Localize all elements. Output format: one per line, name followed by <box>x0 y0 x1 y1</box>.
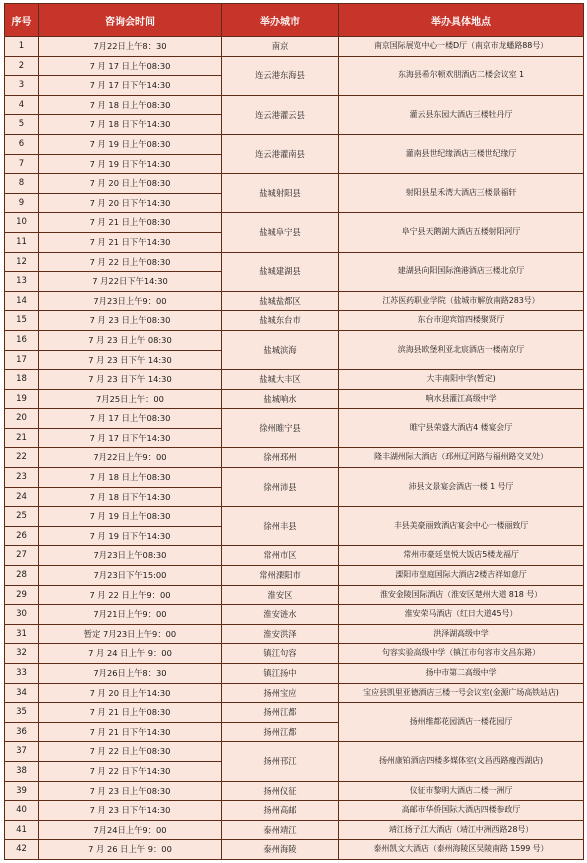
row-index: 20 <box>5 409 39 429</box>
table-row <box>5 134 584 154</box>
row-city: 连云港灌云县 <box>222 95 339 134</box>
row-city: 淮安洪泽 <box>222 624 339 644</box>
row-time: 7 月 23 日上午 08:30 <box>39 330 222 350</box>
table-row <box>5 644 584 664</box>
row-city: 徐州丰县 <box>222 507 339 546</box>
row-time: 7 月 26 日上午 9：00 <box>39 840 222 860</box>
row-city: 泰州海陵 <box>222 840 339 860</box>
row-city: 淮安涟水 <box>222 605 339 625</box>
row-city: 扬州高邮 <box>222 801 339 821</box>
table-row <box>5 95 584 115</box>
row-time: 7 月 22 日上午08:30 <box>39 742 222 762</box>
row-index: 35 <box>5 703 39 723</box>
row-index: 22 <box>5 448 39 468</box>
table-row <box>5 56 584 76</box>
row-city: 徐州邳州 <box>222 448 339 468</box>
header-city: 举办城市 <box>222 4 339 37</box>
row-location: 射阳县星禾湾大酒店三楼景福轩 <box>339 174 584 213</box>
row-index: 39 <box>5 781 39 801</box>
row-time: 7 月 18 日上午08:30 <box>39 468 222 488</box>
row-index: 40 <box>5 801 39 821</box>
row-index: 42 <box>5 840 39 860</box>
row-location: 淮安荣马酒店（红日大道45号） <box>339 605 584 625</box>
table-row <box>5 585 584 605</box>
consultation-schedule-table <box>4 3 584 860</box>
row-time: 7月26日上午8：30 <box>39 664 222 684</box>
table-row <box>5 311 584 331</box>
row-time: 7月23日下午15:00 <box>39 566 222 586</box>
row-location: 南京国际展览中心一楼D厅（南京市龙蟠路88号） <box>339 37 584 57</box>
table-row <box>5 546 584 566</box>
row-index: 37 <box>5 742 39 762</box>
row-time: 7 月 24 日上午 9：00 <box>39 644 222 664</box>
row-time: 7 月 23 日下午14:30 <box>39 801 222 821</box>
table-row <box>5 370 584 390</box>
row-time: 7 月 23 日上午08:30 <box>39 311 222 331</box>
row-time: 7 月 23 日下午 14:30 <box>39 370 222 390</box>
header-index: 序号 <box>5 4 39 37</box>
row-location: 溧阳市皇庭国际大酒店2楼吉祥如意厅 <box>339 566 584 586</box>
row-index: 21 <box>5 428 39 448</box>
row-index: 26 <box>5 526 39 546</box>
row-time: 7 月 23 日上午08:30 <box>39 781 222 801</box>
table-row <box>5 37 584 57</box>
schedule-table-container <box>4 3 584 860</box>
row-time: 7 月 18 日下午14:30 <box>39 487 222 507</box>
row-time: 7 月 17 日上午08:30 <box>39 409 222 429</box>
row-location: 滨海县欧堡利亚北宸酒店一楼南京厅 <box>339 330 584 369</box>
row-city: 盐城建湖县 <box>222 252 339 291</box>
table-row <box>5 389 584 409</box>
row-city: 泰州靖江 <box>222 820 339 840</box>
row-time: 7月23日上午9：00 <box>39 291 222 311</box>
row-index: 6 <box>5 134 39 154</box>
row-time: 7 月22日下午14:30 <box>39 272 222 292</box>
row-location: 高邮市华侨国际大酒店四楼参政厅 <box>339 801 584 821</box>
row-location: 泰州凯文大酒店（泰州海陵区吴陵南路 1599 号） <box>339 840 584 860</box>
row-time: 7 月 22 日下午14:30 <box>39 761 222 781</box>
row-index: 11 <box>5 232 39 252</box>
table-row <box>5 213 584 233</box>
row-city: 徐州睢宁县 <box>222 409 339 448</box>
row-location: 靖江扬子江大酒店（靖江中洲西路28号） <box>339 820 584 840</box>
table-header-row <box>5 4 584 37</box>
table-row <box>5 566 584 586</box>
row-location: 洪泽湖高级中学 <box>339 624 584 644</box>
row-location: 扬州康铂酒店四楼多媒体室(文昌西路瘦西湖店) <box>339 742 584 781</box>
row-index: 12 <box>5 252 39 272</box>
row-time: 7 月 23 日下午 14:30 <box>39 350 222 370</box>
row-index: 10 <box>5 213 39 233</box>
row-city: 扬州邗江 <box>222 742 339 781</box>
row-index: 3 <box>5 76 39 96</box>
row-index: 16 <box>5 330 39 350</box>
row-location: 东台市迎宾馆四楼聚贤厅 <box>339 311 584 331</box>
row-time: 7 月 22 日上午9：00 <box>39 585 222 605</box>
row-index: 18 <box>5 370 39 390</box>
row-index: 38 <box>5 761 39 781</box>
table-row <box>5 664 584 684</box>
row-time: 7月21日上午9：00 <box>39 605 222 625</box>
row-time: 7 月 17 日上午08:30 <box>39 56 222 76</box>
row-time: 7 月 19 日下午14:30 <box>39 154 222 174</box>
row-location: 睢宁县荣盛大酒店4 楼宴会厅 <box>339 409 584 448</box>
table-row <box>5 174 584 194</box>
row-index: 8 <box>5 174 39 194</box>
row-city: 常州市区 <box>222 546 339 566</box>
row-city: 盐城响水 <box>222 389 339 409</box>
row-time: 7 月 18 日上午08:30 <box>39 95 222 115</box>
row-index: 41 <box>5 820 39 840</box>
table-body <box>5 37 584 860</box>
row-time: 7 月 20 日上午08:30 <box>39 174 222 194</box>
row-time: 7 月 21 日下午14:30 <box>39 722 222 742</box>
row-city: 淮安区 <box>222 585 339 605</box>
row-index: 25 <box>5 507 39 527</box>
row-city: 常州溧阳市 <box>222 566 339 586</box>
row-city: 连云港灌南县 <box>222 134 339 173</box>
row-location: 沛县文景宴会酒店一楼 1 号厅 <box>339 468 584 507</box>
row-time: 7 月 22 日上午08:30 <box>39 252 222 272</box>
row-index: 17 <box>5 350 39 370</box>
row-time: 7月25日上午：00 <box>39 389 222 409</box>
table-row <box>5 840 584 860</box>
row-index: 7 <box>5 154 39 174</box>
row-time: 7 月 19 日上午08:30 <box>39 507 222 527</box>
row-index: 15 <box>5 311 39 331</box>
table-row <box>5 605 584 625</box>
row-index: 33 <box>5 664 39 684</box>
row-location: 常州市豪廷皇悦大饭店5楼龙福厅 <box>339 546 584 566</box>
row-index: 36 <box>5 722 39 742</box>
row-time: 7月22日上午8：30 <box>39 37 222 57</box>
header-location: 举办具体地点 <box>339 4 584 37</box>
row-city: 连云港东海县 <box>222 56 339 95</box>
table-row <box>5 801 584 821</box>
row-time: 7 月 21 日上午08:30 <box>39 703 222 723</box>
row-time: 7 月 21 日下午14:30 <box>39 232 222 252</box>
table-row <box>5 781 584 801</box>
row-index: 32 <box>5 644 39 664</box>
row-time: 7月24日上午9：00 <box>39 820 222 840</box>
table-row <box>5 703 584 723</box>
row-time: 7 月 19 日下午14:30 <box>39 526 222 546</box>
row-index: 2 <box>5 56 39 76</box>
table-row <box>5 291 584 311</box>
row-index: 31 <box>5 624 39 644</box>
row-location: 阜宁县天鹅湖大酒店五楼射阳河厅 <box>339 213 584 252</box>
row-location: 响水县灌江高级中学 <box>339 389 584 409</box>
row-time: 7 月 19 日上午08:30 <box>39 134 222 154</box>
row-time: 7 月 20 日上午14:30 <box>39 683 222 703</box>
row-index: 5 <box>5 115 39 135</box>
row-index: 27 <box>5 546 39 566</box>
row-time: 7月23日上午08:30 <box>39 546 222 566</box>
table-row <box>5 448 584 468</box>
row-location: 仪征市黎明大酒店二楼一洲厅 <box>339 781 584 801</box>
row-city: 盐城盐都区 <box>222 291 339 311</box>
row-time: 7 月 18 日下午14:30 <box>39 115 222 135</box>
header-time: 咨询会时间 <box>39 4 222 37</box>
table-row <box>5 507 584 527</box>
row-city: 盐城射阳县 <box>222 174 339 213</box>
row-city: 徐州沛县 <box>222 468 339 507</box>
row-index: 23 <box>5 468 39 488</box>
row-city: 南京 <box>222 37 339 57</box>
row-location: 丰县美豪丽致酒店宴会中心一楼丽致厅 <box>339 507 584 546</box>
row-time: 7 月 21 日上午08:30 <box>39 213 222 233</box>
table-row <box>5 624 584 644</box>
row-city: 盐城大丰区 <box>222 370 339 390</box>
row-index: 24 <box>5 487 39 507</box>
row-index: 9 <box>5 193 39 213</box>
row-time: 7 月 20 日下午14:30 <box>39 193 222 213</box>
row-location: 江苏医药职业学院（盐城市解放南路283号） <box>339 291 584 311</box>
table-row <box>5 252 584 272</box>
row-city: 盐城滨海 <box>222 330 339 369</box>
row-location: 句容实验高级中学（镇江市句容市文昌东路） <box>339 644 584 664</box>
table-row <box>5 742 584 762</box>
row-index: 28 <box>5 566 39 586</box>
row-index: 14 <box>5 291 39 311</box>
row-city: 扬州江都 <box>222 722 339 742</box>
row-time: 7 月 17 日下午14:30 <box>39 76 222 96</box>
row-location: 淮安金陵国际酒店（淮安区楚州大道 818 号） <box>339 585 584 605</box>
row-location: 扬州维都花园酒店一楼花园厅 <box>339 703 584 742</box>
table-row <box>5 330 584 350</box>
row-location: 灌南县世纪缘酒店三楼世纪缘厅 <box>339 134 584 173</box>
row-index: 13 <box>5 272 39 292</box>
row-city: 扬州宝应 <box>222 683 339 703</box>
row-index: 29 <box>5 585 39 605</box>
row-time: 7 月 17 日下午14:30 <box>39 428 222 448</box>
row-location: 扬中市第二高级中学 <box>339 664 584 684</box>
row-location: 东海县希尔顿欢朋酒店二楼会议室 1 <box>339 56 584 95</box>
row-city: 镇江句容 <box>222 644 339 664</box>
row-location: 建湖县向阳国际渔港酒店三楼北京厅 <box>339 252 584 291</box>
table-row <box>5 683 584 703</box>
row-index: 4 <box>5 95 39 115</box>
row-city: 盐城东台市 <box>222 311 339 331</box>
row-index: 19 <box>5 389 39 409</box>
row-time: 7月22日上午9：00 <box>39 448 222 468</box>
row-index: 34 <box>5 683 39 703</box>
table-row <box>5 409 584 429</box>
row-city: 扬州江都 <box>222 703 339 723</box>
table-row <box>5 468 584 488</box>
row-time: 暂定 7月23日上午9：00 <box>39 624 222 644</box>
row-city: 扬州仪征 <box>222 781 339 801</box>
row-location: 灌云县东园大酒店三楼牡丹厅 <box>339 95 584 134</box>
row-index: 1 <box>5 37 39 57</box>
row-city: 盐城阜宁县 <box>222 213 339 252</box>
table-row <box>5 820 584 840</box>
row-location: 隆丰湖州际大酒店（邳州辽河路与福州路交叉处） <box>339 448 584 468</box>
row-location: 宝应县凯里亚德酒店三楼一号会议室(金源广场高铁站店) <box>339 683 584 703</box>
row-city: 镇江扬中 <box>222 664 339 684</box>
row-location: 大丰南阳中学(暂定) <box>339 370 584 390</box>
row-index: 30 <box>5 605 39 625</box>
